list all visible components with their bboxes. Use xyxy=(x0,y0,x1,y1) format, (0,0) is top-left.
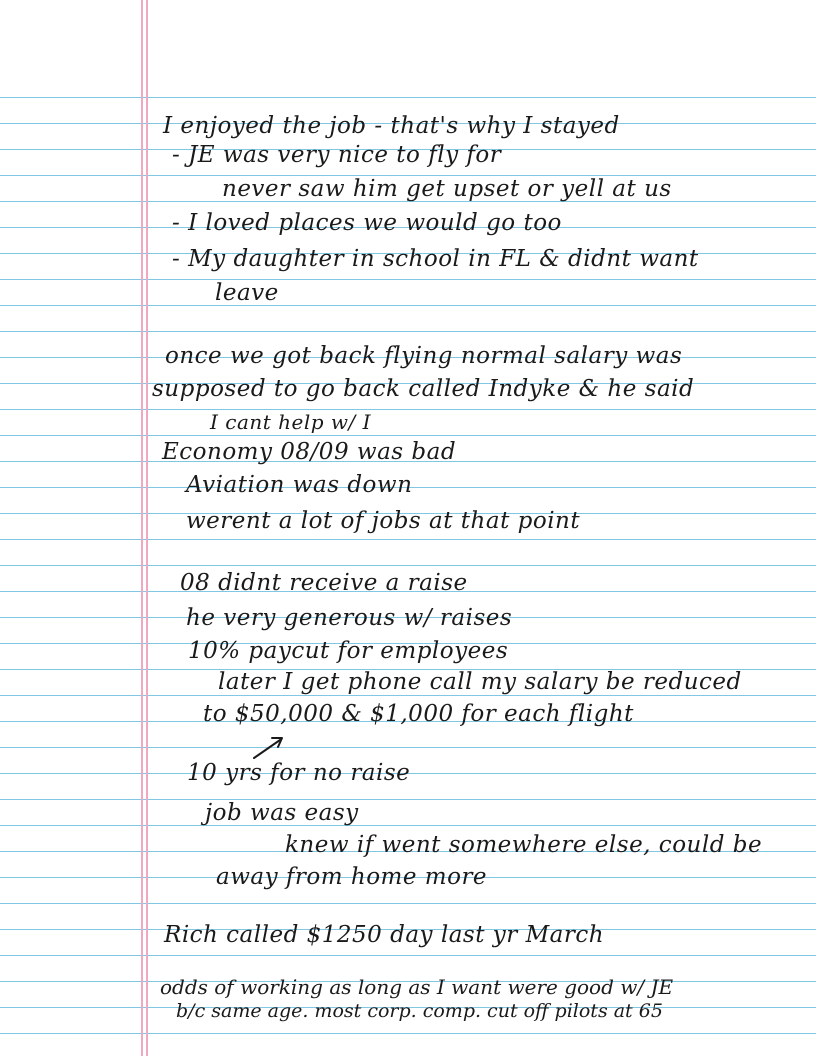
note-line: once we got back flying normal salary was xyxy=(165,343,683,369)
note-line: Economy 08/09 was bad xyxy=(162,439,457,465)
ruled-line xyxy=(0,279,816,280)
note-line: 10% paycut for employees xyxy=(188,638,509,664)
ruled-line xyxy=(0,825,816,826)
note-line: away from home more xyxy=(216,864,488,890)
note-line: werent a lot of jobs at that point xyxy=(186,508,581,534)
note-line: I cant help w/ I xyxy=(210,410,372,434)
margin-line xyxy=(146,0,148,1056)
ruled-line xyxy=(0,955,816,956)
ruled-line xyxy=(0,695,816,696)
note-line: Aviation was down xyxy=(186,472,413,498)
note-line: - I loved places we would go too xyxy=(172,210,562,236)
note-line: odds of working as long as I want were good w/ JE xyxy=(160,975,674,999)
ruled-line xyxy=(0,435,816,436)
note-line: - My daughter in school in FL & didnt want xyxy=(172,246,699,272)
margin-line xyxy=(141,0,143,1056)
note-line: he very generous w/ raises xyxy=(186,605,513,631)
note-line: leave xyxy=(215,280,279,306)
ruled-line xyxy=(0,97,816,98)
ruled-line xyxy=(0,903,816,904)
ruled-line xyxy=(0,539,816,540)
note-line: knew if went somewhere else, could be xyxy=(285,832,763,858)
arrow-icon xyxy=(250,732,290,762)
note-line: job was easy xyxy=(205,800,359,826)
note-line: never saw him get upset or yell at us xyxy=(222,176,672,202)
ruled-line xyxy=(0,799,816,800)
note-line: 10 yrs for no raise xyxy=(187,760,411,786)
ruled-line xyxy=(0,565,816,566)
ruled-line xyxy=(0,409,816,410)
ruled-line xyxy=(0,747,816,748)
ruled-line xyxy=(0,305,816,306)
note-line: to $50,000 & $1,000 for each flight xyxy=(203,701,634,727)
note-line: supposed to go back called Indyke & he said xyxy=(152,376,695,402)
note-line: - JE was very nice to fly for xyxy=(172,142,502,168)
note-line: I enjoyed the job - that's why I stayed xyxy=(163,113,620,139)
note-line: later I get phone call my salary be reduced xyxy=(218,669,742,695)
note-line: Rich called $1250 day last yr March xyxy=(164,922,605,948)
note-line: b/c same age. most corp. comp. cut off pilots at 65 xyxy=(176,1000,663,1022)
ruled-line xyxy=(0,331,816,332)
ruled-line xyxy=(0,1033,816,1034)
note-line: 08 didnt receive a raise xyxy=(180,570,468,596)
